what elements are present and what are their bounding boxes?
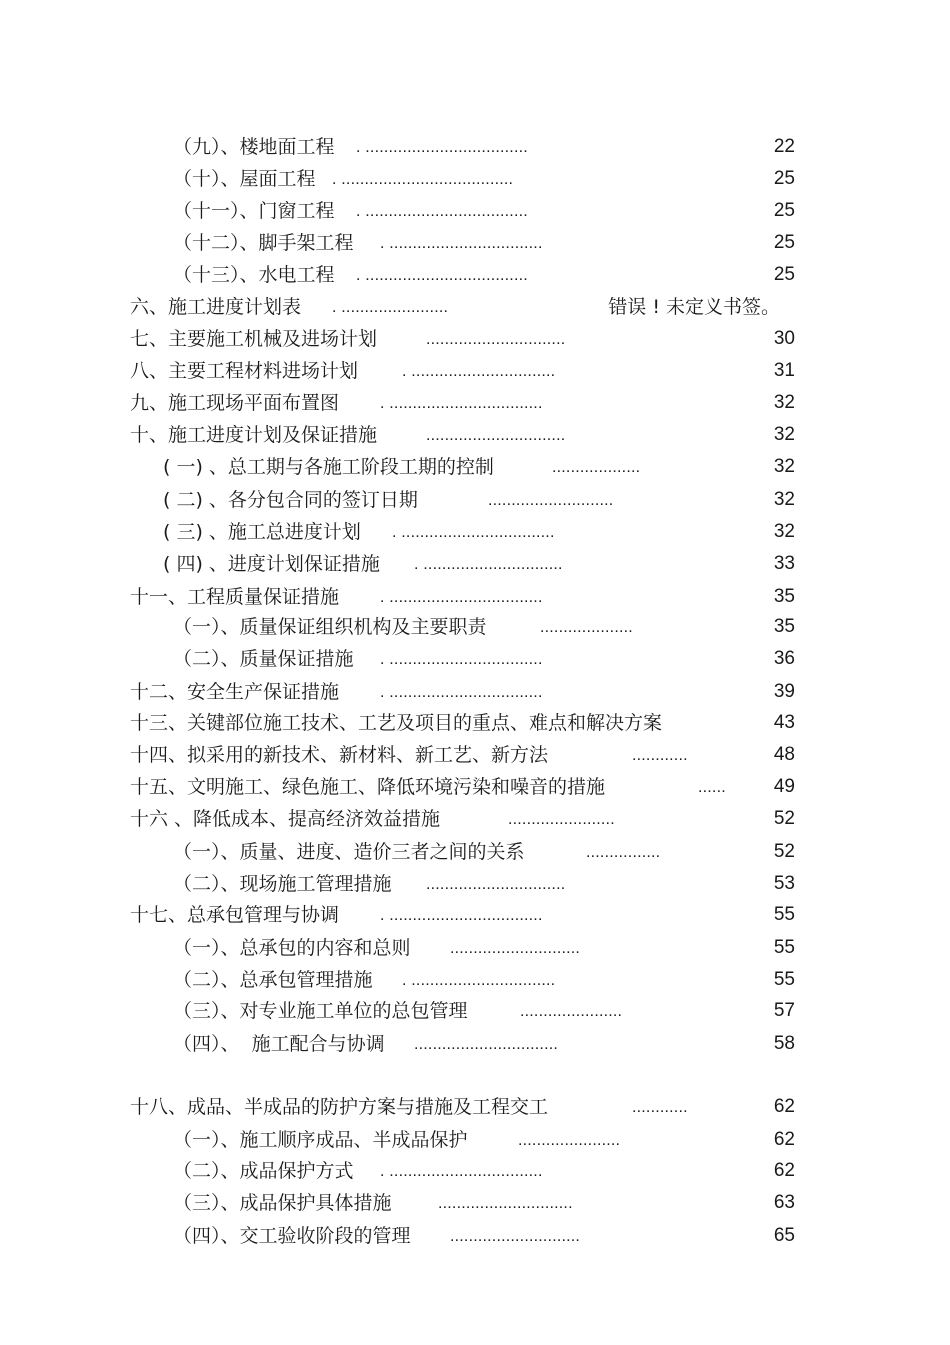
toc-entry-page-number: 错误 ! 未定义书签。: [608, 296, 780, 318]
toc-entry-page-number: 25: [773, 264, 795, 285]
toc-entry-leader-dots: ......................: [520, 1003, 623, 1020]
toc-entry-label: （二）、现场施工管理措施: [173, 873, 392, 895]
toc-entry-page-number: 49: [773, 776, 795, 797]
toc-entry[interactable]: [0, 934, 950, 962]
toc-entry-leader-dots: ............................: [450, 940, 581, 957]
toc-entry-label: （九）、楼地面工程: [173, 136, 335, 158]
toc-entry-page-number: 36: [773, 648, 795, 669]
toc-entry-label: 十八、成品、半成品的防护方案与措施及工程交工: [130, 1096, 549, 1118]
toc-entry-label: （四）、交工验收阶段的管理: [173, 1225, 411, 1247]
toc-entry-leader-dots: . .................................: [380, 1163, 543, 1180]
toc-entry-leader-dots: ................: [586, 844, 661, 861]
toc-entry[interactable]: [0, 165, 950, 193]
toc-entry-page-number: 33: [773, 553, 795, 574]
toc-entry-page-number: 52: [773, 841, 795, 862]
toc-entry-page-number: 35: [773, 616, 795, 637]
toc-entry-label: （十三）、水电工程: [173, 264, 335, 286]
toc-entry-label: 十二、安全生产保证措施: [130, 681, 340, 703]
toc-entry[interactable]: [0, 229, 950, 257]
toc-entry-page-number: 30: [773, 328, 795, 349]
toc-entry-page-number: 58: [773, 1033, 795, 1054]
toc-entry-leader-dots: ............................: [450, 1228, 581, 1245]
toc-entry[interactable]: [0, 838, 950, 866]
toc-entry-leader-dots: . ...................................: [356, 139, 528, 156]
toc-entry-leader-dots: . .................................: [380, 589, 543, 606]
toc-entry-leader-dots: . .................................: [380, 684, 543, 701]
toc-entry-leader-dots: ............: [632, 1099, 688, 1116]
toc-entry-label: 十一、工程质量保证措施: [130, 586, 340, 608]
toc-entry-page-number: 31: [773, 360, 795, 381]
toc-entry-page-number: 55: [773, 904, 795, 925]
toc-entry-label: 十、施工进度计划及保证措施: [130, 424, 378, 446]
toc-entry-leader-dots: ...............................: [414, 1036, 559, 1053]
toc-entry[interactable]: [0, 1030, 950, 1058]
toc-entry-label: ( 四) 、进度计划保证措施: [163, 553, 380, 575]
toc-entry[interactable]: [0, 1222, 950, 1250]
toc-entry-leader-dots: . ...................................: [356, 267, 528, 284]
toc-entry-label: 十三、关键部位施工技术、工艺及项目的重点、难点和解决方案: [130, 712, 663, 734]
toc-entry-label: 十七、总承包管理与协调: [130, 904, 340, 926]
toc-entry-label: 十六 、降低成本、提高经济效益措施: [130, 808, 441, 830]
toc-entry-label: 七、主要施工机械及进场计划: [130, 328, 378, 350]
toc-entry-leader-dots: . ...............................: [402, 972, 556, 989]
toc-entry[interactable]: [0, 1093, 950, 1121]
toc-entry-label: 九、施工现场平面布置图: [130, 392, 340, 414]
toc-entry[interactable]: [0, 1157, 950, 1185]
toc-entry[interactable]: [0, 325, 950, 353]
toc-entry-label: （十）、屋面工程: [173, 168, 316, 190]
toc-entry-page-number: 62: [773, 1160, 795, 1181]
toc-entry-page-number: 62: [773, 1129, 795, 1150]
toc-entry-leader-dots: . .................................: [380, 651, 543, 668]
toc-entry[interactable]: [0, 678, 950, 706]
toc-entry-leader-dots: ......: [698, 779, 726, 796]
toc-entry-label: （二）、成品保护方式: [173, 1160, 354, 1182]
toc-entry-page-number: 22: [773, 136, 795, 157]
toc-entry[interactable]: [0, 741, 950, 769]
toc-entry-page-number: 35: [773, 586, 795, 607]
toc-entry-label: （十一）、门窗工程: [173, 200, 335, 222]
toc-entry-label: 十四、拟采用的新技术、新材料、新工艺、新方法: [130, 744, 549, 766]
toc-entry-leader-dots: .............................: [438, 1195, 573, 1212]
toc-entry-leader-dots: ...........................: [488, 492, 614, 509]
toc-entry-leader-dots: . .................................: [392, 524, 555, 541]
toc-entry-page-number: 32: [773, 392, 795, 413]
toc-entry-label: （四）、 施工配合与协调: [173, 1033, 385, 1055]
toc-entry[interactable]: [0, 518, 950, 546]
toc-entry[interactable]: [0, 870, 950, 898]
toc-entry[interactable]: [0, 550, 950, 578]
toc-entry-page-number: 25: [773, 168, 795, 189]
toc-entry-label: （一）、施工顺序成品、半成品保护: [173, 1129, 468, 1151]
toc-entry-leader-dots: ...................: [552, 459, 641, 476]
toc-entry-leader-dots: .......................: [508, 811, 615, 828]
toc-entry-leader-dots: ............: [632, 747, 688, 764]
toc-entry-page-number: 52: [773, 808, 795, 829]
toc-entry[interactable]: [0, 997, 950, 1025]
toc-entry-leader-dots: . .................................: [380, 395, 543, 412]
toc-entry-label: ( 二) 、各分包合同的签订日期: [163, 489, 418, 511]
toc-entry[interactable]: [0, 709, 950, 737]
toc-entry-page-number: 57: [773, 1000, 795, 1021]
toc-entry[interactable]: [0, 197, 950, 225]
toc-entry-page-number: 32: [773, 521, 795, 542]
toc-entry[interactable]: [0, 389, 950, 417]
toc-entry-leader-dots: ..............................: [426, 331, 566, 348]
toc-entry[interactable]: [0, 901, 950, 929]
toc-entry-leader-dots: ......................: [518, 1132, 621, 1149]
toc-entry[interactable]: [0, 773, 950, 801]
toc-entry-page-number: 55: [773, 937, 795, 958]
toc-entry[interactable]: [0, 613, 950, 641]
toc-entry-label: （二）、总承包管理措施: [173, 969, 373, 991]
toc-entry-page-number: 55: [773, 969, 795, 990]
toc-entry-page-number: 62: [773, 1096, 795, 1117]
toc-entry-label: ( 三) 、施工总进度计划: [163, 521, 361, 543]
toc-entry[interactable]: [0, 421, 950, 449]
toc-entry[interactable]: [0, 1189, 950, 1217]
toc-entry[interactable]: [0, 966, 950, 994]
toc-entry-leader-dots: . .................................: [380, 907, 543, 924]
toc-entry[interactable]: [0, 645, 950, 673]
toc-entry[interactable]: [0, 357, 950, 385]
toc-entry-page-number: 39: [773, 681, 795, 702]
toc-entry-label: （十二）、脚手架工程: [173, 232, 354, 254]
toc-entry-label: （三）、对专业施工单位的总包管理: [173, 1000, 468, 1022]
toc-entry[interactable]: [0, 805, 950, 833]
toc-entry-leader-dots: ..............................: [426, 876, 566, 893]
toc-entry-page-number: 48: [773, 744, 795, 765]
toc-entry[interactable]: [0, 293, 950, 321]
toc-entry-leader-dots: . ..............................: [414, 556, 563, 573]
toc-entry-leader-dots: . .................................: [380, 235, 543, 252]
toc-entry-label: ( 一) 、总工期与各施工阶段工期的控制: [163, 456, 494, 478]
toc-entry-leader-dots: . .....................................: [332, 171, 514, 188]
toc-entry-page-number: 53: [773, 873, 795, 894]
toc-entry-page-number: 32: [773, 424, 795, 445]
toc-entry-leader-dots: ..............................: [426, 427, 566, 444]
toc-entry-page-number: 32: [773, 489, 795, 510]
toc-entry-leader-dots: . ...................................: [356, 203, 528, 220]
toc-entry-leader-dots: . ...............................: [402, 363, 556, 380]
toc-entry-label: 十五、文明施工、绿色施工、降低环境污染和噪音的措施: [130, 776, 606, 798]
toc-entry-label: （一）、总承包的内容和总则: [173, 937, 411, 959]
toc-entry-page-number: 43: [773, 712, 795, 733]
toc-entry-label: （三）、成品保护具体措施: [173, 1192, 392, 1214]
toc-entry-page-number: 32: [773, 456, 795, 477]
toc-entry-page-number: 25: [773, 200, 795, 221]
toc-entry-label: （一）、质量、进度、造价三者之间的关系: [173, 841, 525, 863]
toc-entry-label: （二）、质量保证措施: [173, 648, 354, 670]
toc-entry-page-number: 63: [773, 1192, 795, 1213]
toc-entry-page-number: 25: [773, 232, 795, 253]
toc-entry[interactable]: [0, 583, 950, 611]
toc-entry-leader-dots: ....................: [540, 619, 633, 636]
toc-entry[interactable]: [0, 1126, 950, 1154]
toc-entry-leader-dots: . .......................: [332, 299, 449, 316]
toc-entry-label: （一）、质量保证组织机构及主要职责: [173, 616, 487, 638]
toc-entry[interactable]: [0, 133, 950, 161]
toc-entry-label: 八、主要工程材料进场计划: [130, 360, 359, 382]
toc-entry[interactable]: [0, 453, 950, 481]
toc-entry[interactable]: [0, 486, 950, 514]
toc-entry-page-number: 65: [773, 1225, 795, 1246]
toc-entry-label: 六、施工进度计划表: [130, 296, 302, 318]
toc-entry[interactable]: [0, 261, 950, 289]
